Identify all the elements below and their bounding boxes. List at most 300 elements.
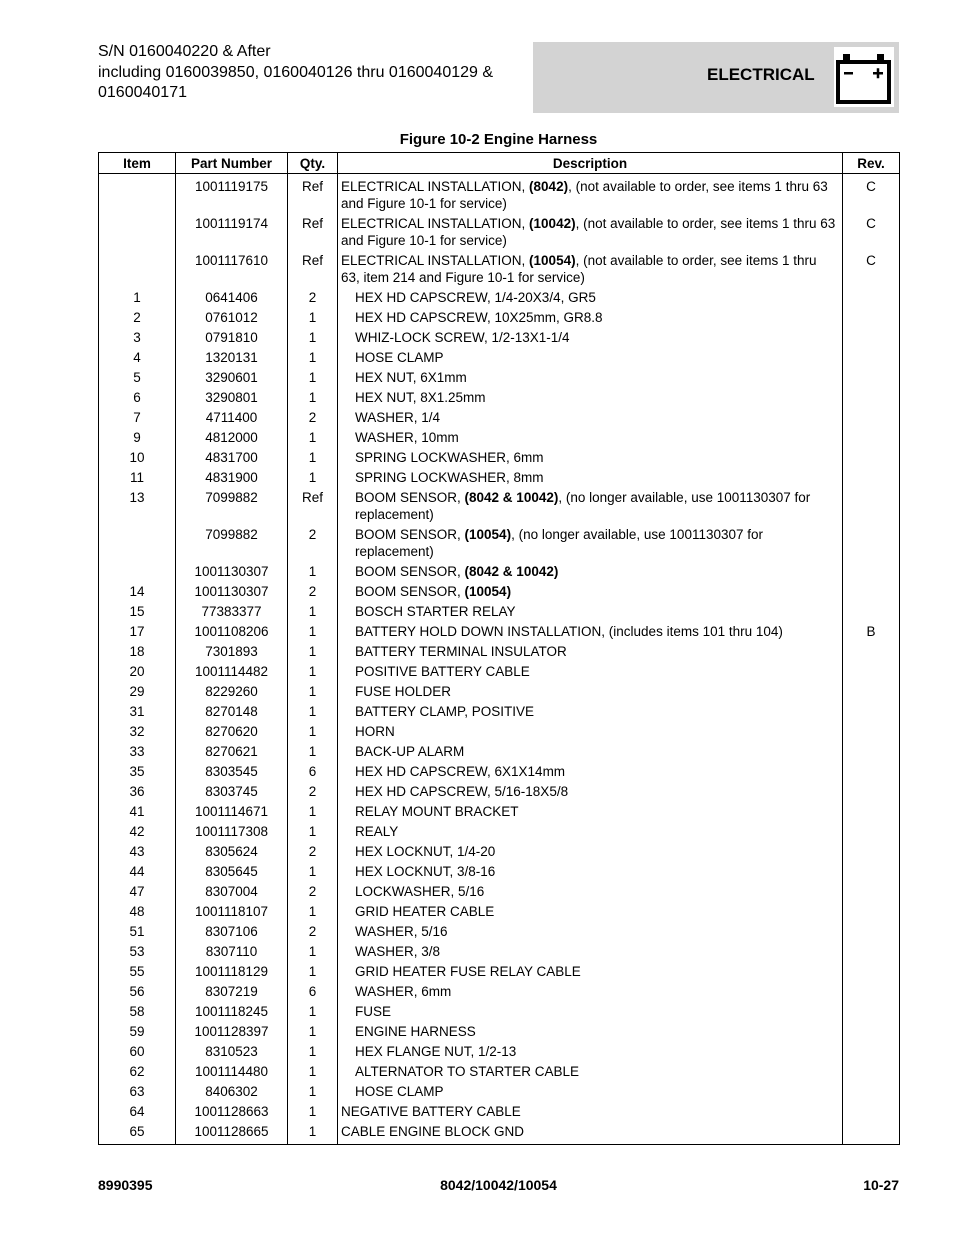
- description-cell: [338, 1062, 843, 1082]
- rev-cell: [843, 862, 900, 882]
- description-text: GRID HEATER FUSE RELAY CABLE: [355, 964, 581, 979]
- item-cell: 3: [99, 328, 176, 348]
- item-cell: 13: [99, 488, 176, 525]
- part-number-cell: 1001130307: [176, 582, 288, 602]
- item-cell: 6: [99, 388, 176, 408]
- description-text: HEX LOCKNUT, 1/4-20: [355, 844, 496, 859]
- item-cell: 63: [99, 1082, 176, 1102]
- table-row: [99, 622, 900, 642]
- model-reference: (8042 & 10042): [464, 490, 559, 505]
- rev-cell: [843, 662, 900, 682]
- section-title: ELECTRICAL: [707, 65, 815, 84]
- description-cell: [338, 525, 843, 562]
- item-cell: [99, 214, 176, 251]
- item-cell: 60: [99, 1042, 176, 1062]
- description-text: BOSCH STARTER RELAY: [355, 604, 516, 619]
- rev-cell: [843, 1062, 900, 1082]
- part-number-cell: 0791810: [176, 328, 288, 348]
- qty-cell: 6: [288, 762, 338, 782]
- parts-table-body: [99, 174, 900, 1145]
- description-cell: [338, 622, 843, 642]
- part-number-cell: 7099882: [176, 525, 288, 562]
- qty-cell: 1: [288, 942, 338, 962]
- part-number-cell: 8307110: [176, 942, 288, 962]
- qty-cell: 2: [288, 582, 338, 602]
- table-row: [99, 662, 900, 682]
- table-row: [99, 1042, 900, 1062]
- figure-title: Figure 10-2 Engine Harness: [399, 131, 598, 148]
- part-number-cell: 1001114482: [176, 662, 288, 682]
- table-row: [99, 1022, 900, 1042]
- qty-cell: 1: [288, 1082, 338, 1102]
- qty-cell: 1: [288, 468, 338, 488]
- table-row: [99, 982, 900, 1002]
- part-number-cell: 1001118107: [176, 902, 288, 922]
- table-row: [99, 1002, 900, 1022]
- item-cell: 1: [99, 288, 176, 308]
- qty-cell: 1: [288, 562, 338, 582]
- rev-cell: [843, 842, 900, 862]
- qty-cell: 2: [288, 408, 338, 428]
- col-header-qty: Qty.: [288, 153, 338, 174]
- rev-cell: [843, 525, 900, 562]
- description-text: NEGATIVE BATTERY CABLE: [341, 1104, 521, 1119]
- description-cell: [338, 962, 843, 982]
- qty-cell: Ref: [288, 251, 338, 288]
- table-row: [99, 1062, 900, 1082]
- parts-table: [98, 152, 900, 1145]
- rev-cell: [843, 902, 900, 922]
- item-cell: 33: [99, 742, 176, 762]
- qty-cell: 2: [288, 922, 338, 942]
- table-row: [99, 782, 900, 802]
- description-text: BOOM SENSOR,: [355, 564, 465, 579]
- description-text: RELAY MOUNT BRACKET: [355, 804, 519, 819]
- description-cell: [338, 942, 843, 962]
- description-cell: [338, 882, 843, 902]
- item-cell: 59: [99, 1022, 176, 1042]
- part-number-cell: 8406302: [176, 1082, 288, 1102]
- part-number-cell: 3290601: [176, 368, 288, 388]
- description-cell: [338, 1122, 843, 1145]
- table-row: [99, 1102, 900, 1122]
- table-row: [99, 682, 900, 702]
- table-row: [99, 922, 900, 942]
- model-reference: (8042 & 10042): [464, 564, 559, 579]
- qty-cell: 1: [288, 662, 338, 682]
- part-number-cell: 1001128663: [176, 1102, 288, 1122]
- part-number-cell: 1320131: [176, 348, 288, 368]
- part-number-cell: 7301893: [176, 642, 288, 662]
- qty-cell: 1: [288, 702, 338, 722]
- rev-cell: [843, 782, 900, 802]
- qty-cell: 1: [288, 722, 338, 742]
- rev-cell: [843, 308, 900, 328]
- footer-page-number: 10-27: [863, 1177, 899, 1193]
- rev-cell: [843, 368, 900, 388]
- description-text: ENGINE HARNESS: [355, 1024, 476, 1039]
- qty-cell: 1: [288, 802, 338, 822]
- part-number-cell: 1001118129: [176, 962, 288, 982]
- description-cell: [338, 842, 843, 862]
- description-text: HEX NUT, 8X1.25mm: [355, 390, 486, 405]
- qty-cell: 1: [288, 1062, 338, 1082]
- description-cell: [338, 348, 843, 368]
- part-number-cell: 8270620: [176, 722, 288, 742]
- rev-cell: [843, 702, 900, 722]
- part-number-cell: 8307219: [176, 982, 288, 1002]
- description-cell: [338, 1002, 843, 1022]
- table-row: [99, 328, 900, 348]
- description-text: HEX HD CAPSCREW, 1/4-20X3/4, GR5: [355, 290, 596, 305]
- serial-line: 0160040171: [98, 84, 187, 101]
- qty-cell: 1: [288, 1122, 338, 1145]
- qty-cell: 1: [288, 348, 338, 368]
- item-cell: 64: [99, 1102, 176, 1122]
- qty-cell: 1: [288, 862, 338, 882]
- description-text: BATTERY CLAMP, POSITIVE: [355, 704, 535, 719]
- description-cell: [338, 1042, 843, 1062]
- description-cell: [338, 214, 843, 251]
- part-number-cell: 8307004: [176, 882, 288, 902]
- description-cell: [338, 702, 843, 722]
- description-cell: [338, 328, 843, 348]
- rev-cell: C: [843, 214, 900, 251]
- description-text: HOSE CLAMP: [355, 350, 444, 365]
- item-cell: 31: [99, 702, 176, 722]
- qty-cell: 1: [288, 428, 338, 448]
- description-text: HOSE CLAMP: [355, 1084, 444, 1099]
- description-text: WASHER, 6mm: [355, 984, 452, 999]
- description-text: BOOM SENSOR,: [355, 490, 465, 505]
- qty-cell: 1: [288, 328, 338, 348]
- part-number-cell: 1001128665: [176, 1122, 288, 1145]
- description-text: WHIZ-LOCK SCREW, 1/2-13X1-1/4: [355, 330, 570, 345]
- item-cell: [99, 562, 176, 582]
- rev-cell: [843, 602, 900, 622]
- part-number-cell: 1001118245: [176, 1002, 288, 1022]
- rev-cell: C: [843, 251, 900, 288]
- qty-cell: 1: [288, 902, 338, 922]
- description-cell: [338, 602, 843, 622]
- rev-cell: [843, 348, 900, 368]
- description-cell: [338, 1082, 843, 1102]
- rev-cell: [843, 922, 900, 942]
- description-text: CABLE ENGINE BLOCK GND: [341, 1124, 525, 1139]
- table-row: [99, 1122, 900, 1145]
- table-row: [99, 428, 900, 448]
- part-number-cell: 1001119174: [176, 214, 288, 251]
- description-cell: [338, 308, 843, 328]
- table-row: [99, 862, 900, 882]
- description-text: REALY: [355, 824, 399, 839]
- rev-cell: [843, 1102, 900, 1122]
- col-header-rev: Rev.: [843, 153, 900, 174]
- table-row: [99, 562, 900, 582]
- col-header-part-number: Part Number: [176, 153, 288, 174]
- part-number-cell: 1001128397: [176, 1022, 288, 1042]
- description-text: SPRING LOCKWASHER, 6mm: [355, 450, 544, 465]
- qty-cell: 1: [288, 388, 338, 408]
- table-header-row: [99, 153, 900, 174]
- item-cell: 20: [99, 662, 176, 682]
- description-text: HEX NUT, 6X1mm: [355, 370, 467, 385]
- description-cell: [338, 251, 843, 288]
- model-reference: (10054): [464, 584, 512, 599]
- rev-cell: [843, 428, 900, 448]
- description-cell: [338, 428, 843, 448]
- table-row: [99, 942, 900, 962]
- description-text: ALTERNATOR TO STARTER CABLE: [355, 1064, 580, 1079]
- item-cell: 35: [99, 762, 176, 782]
- description-text: WASHER, 10mm: [355, 430, 459, 445]
- part-number-cell: 8307106: [176, 922, 288, 942]
- part-number-cell: 8310523: [176, 1042, 288, 1062]
- item-cell: 15: [99, 602, 176, 622]
- table-row: [99, 642, 900, 662]
- table-row: [99, 174, 900, 214]
- item-cell: 42: [99, 822, 176, 842]
- item-cell: 11: [99, 468, 176, 488]
- description-cell: [338, 922, 843, 942]
- item-cell: 47: [99, 882, 176, 902]
- item-cell: 32: [99, 722, 176, 742]
- rev-cell: [843, 802, 900, 822]
- item-cell: 41: [99, 802, 176, 822]
- description-cell: [338, 488, 843, 525]
- description-text: ELECTRICAL INSTALLATION,: [341, 216, 530, 231]
- rev-cell: [843, 408, 900, 428]
- rev-cell: [843, 1122, 900, 1145]
- part-number-cell: 1001114480: [176, 1062, 288, 1082]
- qty-cell: 2: [288, 842, 338, 862]
- part-number-cell: 4812000: [176, 428, 288, 448]
- rev-cell: [843, 742, 900, 762]
- description-cell: [338, 468, 843, 488]
- description-note: , (no longer available, use 1001130307 for replacement): [355, 527, 764, 559]
- description-text: FUSE: [355, 1004, 392, 1019]
- rev-cell: [843, 1022, 900, 1042]
- item-cell: 56: [99, 982, 176, 1002]
- table-row: [99, 214, 900, 251]
- table-row: [99, 251, 900, 288]
- item-cell: 43: [99, 842, 176, 862]
- part-number-cell: 1001119175: [176, 174, 288, 214]
- part-number-cell: 1001117610: [176, 251, 288, 288]
- qty-cell: 1: [288, 642, 338, 662]
- item-cell: 14: [99, 582, 176, 602]
- item-cell: 48: [99, 902, 176, 922]
- rev-cell: [843, 448, 900, 468]
- part-number-cell: 4711400: [176, 408, 288, 428]
- description-text: HEX HD CAPSCREW, 6X1X14mm: [355, 764, 566, 779]
- description-text: ELECTRICAL INSTALLATION,: [341, 179, 530, 194]
- item-cell: 58: [99, 1002, 176, 1022]
- description-text: ELECTRICAL INSTALLATION,: [341, 253, 530, 268]
- rev-cell: C: [843, 174, 900, 214]
- part-number-cell: 8303745: [176, 782, 288, 802]
- rev-cell: [843, 388, 900, 408]
- description-text: BOOM SENSOR,: [355, 584, 465, 599]
- item-cell: 7: [99, 408, 176, 428]
- qty-cell: Ref: [288, 214, 338, 251]
- part-number-cell: 4831700: [176, 448, 288, 468]
- footer-models: 8042/10042/10054: [440, 1177, 557, 1193]
- table-row: [99, 702, 900, 722]
- description-text: LOCKWASHER, 5/16: [355, 884, 485, 899]
- model-reference: (10054): [464, 527, 512, 542]
- table-row: [99, 842, 900, 862]
- description-text: BOOM SENSOR,: [355, 527, 465, 542]
- description-text: FUSE HOLDER: [355, 684, 452, 699]
- rev-cell: [843, 328, 900, 348]
- description-cell: [338, 388, 843, 408]
- description-cell: [338, 642, 843, 662]
- description-text: HORN: [355, 724, 395, 739]
- item-cell: 55: [99, 962, 176, 982]
- serial-line: including 0160039850, 0160040126 thru 0160040129 &: [98, 63, 494, 81]
- rev-cell: [843, 942, 900, 962]
- rev-cell: [843, 488, 900, 525]
- table-row: [99, 525, 900, 562]
- part-number-cell: 4831900: [176, 468, 288, 488]
- qty-cell: 2: [288, 525, 338, 562]
- table-row: [99, 742, 900, 762]
- col-header-description: Description: [338, 153, 843, 174]
- part-number-cell: 8270148: [176, 702, 288, 722]
- description-cell: [338, 802, 843, 822]
- description-cell: [338, 742, 843, 762]
- rev-cell: [843, 1042, 900, 1062]
- item-cell: 65: [99, 1122, 176, 1145]
- rev-cell: [843, 962, 900, 982]
- description-cell: [338, 902, 843, 922]
- qty-cell: 1: [288, 742, 338, 762]
- description-cell: [338, 782, 843, 802]
- table-row: [99, 822, 900, 842]
- item-cell: 44: [99, 862, 176, 882]
- table-row: [99, 368, 900, 388]
- rev-cell: [843, 822, 900, 842]
- rev-cell: [843, 288, 900, 308]
- item-cell: 53: [99, 942, 176, 962]
- qty-cell: 2: [288, 882, 338, 902]
- table-row: [99, 468, 900, 488]
- item-cell: 29: [99, 682, 176, 702]
- description-text: SPRING LOCKWASHER, 8mm: [355, 470, 544, 485]
- description-cell: [338, 1102, 843, 1122]
- qty-cell: 2: [288, 782, 338, 802]
- rev-cell: [843, 1082, 900, 1102]
- table-row: [99, 762, 900, 782]
- qty-cell: Ref: [288, 174, 338, 214]
- item-cell: 17: [99, 622, 176, 642]
- description-text: HEX HD CAPSCREW, 10X25mm, GR8.8: [355, 310, 603, 325]
- rev-cell: [843, 582, 900, 602]
- rev-cell: [843, 982, 900, 1002]
- table-row: [99, 408, 900, 428]
- rev-cell: [843, 562, 900, 582]
- description-cell: [338, 982, 843, 1002]
- description-cell: [338, 682, 843, 702]
- item-cell: [99, 174, 176, 214]
- description-cell: [338, 582, 843, 602]
- qty-cell: 1: [288, 448, 338, 468]
- table-row: [99, 802, 900, 822]
- item-cell: 36: [99, 782, 176, 802]
- model-reference: (10042): [529, 216, 576, 231]
- item-cell: 18: [99, 642, 176, 662]
- part-number-cell: 3290801: [176, 388, 288, 408]
- description-text: HEX LOCKNUT, 3/8-16: [355, 864, 496, 879]
- description-cell: [338, 1022, 843, 1042]
- footer-doc-number: 8990395: [98, 1177, 153, 1193]
- item-cell: 62: [99, 1062, 176, 1082]
- description-cell: [338, 368, 843, 388]
- table-row: [99, 308, 900, 328]
- table-row: [99, 488, 900, 525]
- rev-cell: [843, 722, 900, 742]
- qty-cell: 1: [288, 368, 338, 388]
- table-row: [99, 288, 900, 308]
- item-cell: 10: [99, 448, 176, 468]
- description-text: HEX FLANGE NUT, 1/2-13: [355, 1044, 517, 1059]
- serial-line: S/N 0160040220 & After: [98, 43, 271, 60]
- description-text: BACK-UP ALARM: [355, 744, 465, 759]
- description-cell: [338, 822, 843, 842]
- qty-cell: 2: [288, 288, 338, 308]
- part-number-cell: 0761012: [176, 308, 288, 328]
- table-row: [99, 722, 900, 742]
- qty-cell: 1: [288, 1022, 338, 1042]
- description-cell: [338, 862, 843, 882]
- description-cell: [338, 722, 843, 742]
- part-number-cell: 0641406: [176, 288, 288, 308]
- item-cell: 4: [99, 348, 176, 368]
- rev-cell: [843, 882, 900, 902]
- description-note: , (not available to order, see items 1 thru 63 and Figure 10-1 for service): [341, 216, 836, 248]
- item-cell: 9: [99, 428, 176, 448]
- table-row: [99, 882, 900, 902]
- table-row: [99, 1082, 900, 1102]
- qty-cell: 1: [288, 602, 338, 622]
- description-cell: [338, 174, 843, 214]
- part-number-cell: 7099882: [176, 488, 288, 525]
- rev-cell: [843, 468, 900, 488]
- description-text: BATTERY HOLD DOWN INSTALLATION, (includes items 101 thru 104): [355, 624, 783, 639]
- item-cell: 5: [99, 368, 176, 388]
- table-row: [99, 582, 900, 602]
- description-note: , (not available to order, see items 1 thru 63 and Figure 10-1 for service): [341, 179, 828, 211]
- rev-cell: [843, 682, 900, 702]
- description-text: GRID HEATER CABLE: [355, 904, 495, 919]
- model-reference: (8042): [529, 179, 569, 194]
- part-number-cell: 1001117308: [176, 822, 288, 842]
- description-text: WASHER, 5/16: [355, 924, 448, 939]
- description-text: WASHER, 3/8: [355, 944, 441, 959]
- description-text: BATTERY TERMINAL INSULATOR: [355, 644, 567, 659]
- part-number-cell: 8229260: [176, 682, 288, 702]
- battery-icon: [834, 47, 894, 107]
- description-cell: [338, 288, 843, 308]
- table-row: [99, 448, 900, 468]
- qty-cell: 1: [288, 1102, 338, 1122]
- col-header-item: Item: [99, 153, 176, 174]
- table-row: [99, 602, 900, 622]
- qty-cell: 1: [288, 308, 338, 328]
- qty-cell: 1: [288, 1002, 338, 1022]
- rev-cell: B: [843, 622, 900, 642]
